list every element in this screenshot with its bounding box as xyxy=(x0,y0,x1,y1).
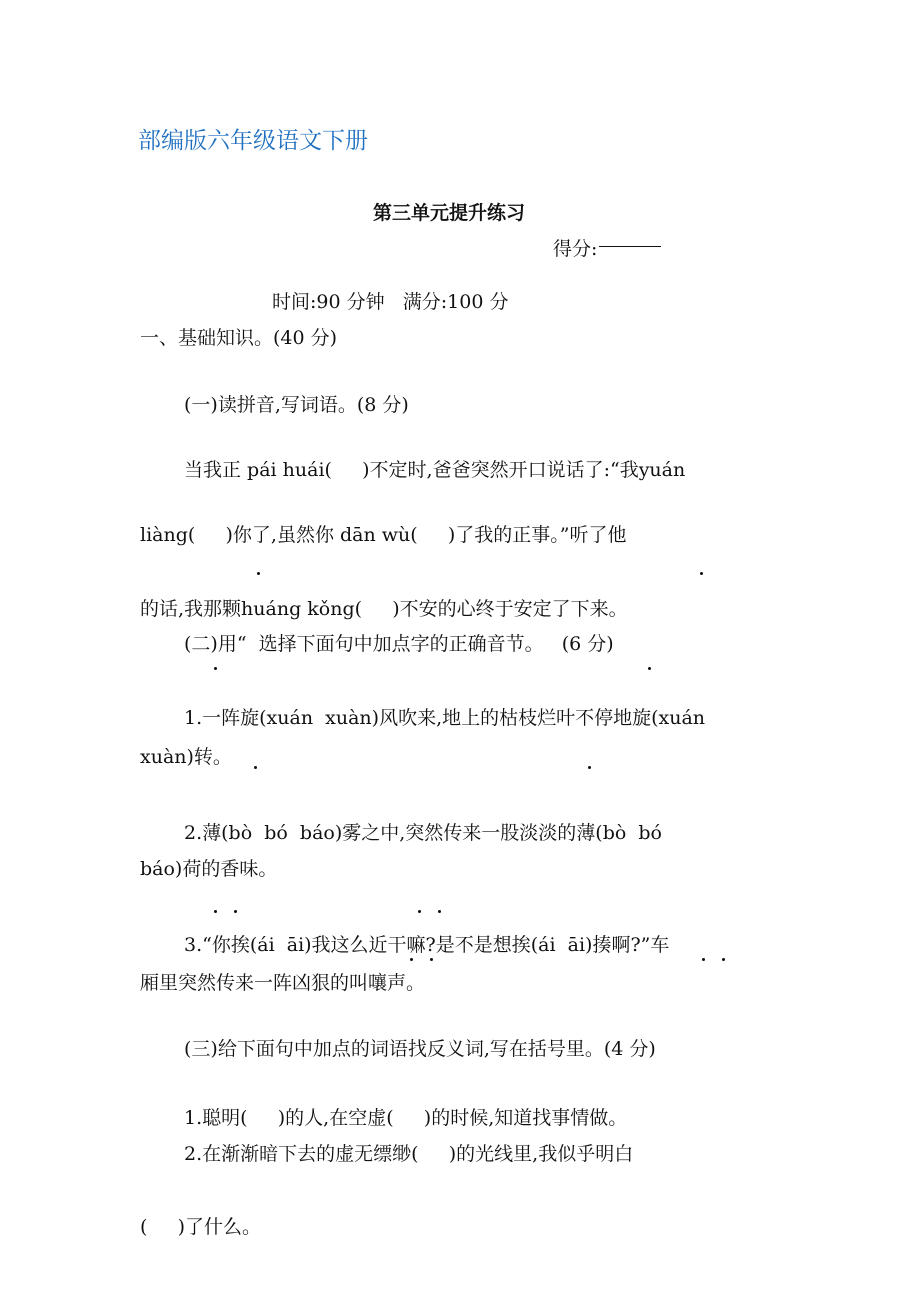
score-field xyxy=(553,234,661,261)
emphasis-dot xyxy=(214,910,217,913)
score-label: 得分: xyxy=(553,238,598,260)
part2-item-line1: 1.一阵旋(xuán xuàn)风吹来,地上的枯枝烂叶不停地旋(xuán xyxy=(184,707,706,729)
score-blank xyxy=(599,246,661,247)
emphasis-dot xyxy=(257,572,260,575)
emphasis-dot xyxy=(214,667,217,670)
section1-heading: 一、基础知识。(40 分) xyxy=(140,327,338,349)
part3-line: 1.聪明( )的人,在空虚( )的时候,知道找事情做。 xyxy=(184,1107,628,1129)
part1-line: 当我正 pái huái( )不定时,爸爸突然开口说话了:“我yuán xyxy=(184,459,686,481)
part3-line: ( )了什么。 xyxy=(140,1216,262,1238)
part1-heading: (一)读拼音,写词语。(8 分) xyxy=(184,394,409,416)
document-brand-header: 部编版六年级语文下册 xyxy=(138,128,368,154)
emphasis-dot xyxy=(418,910,421,913)
part1-line: liàng( )你了,虽然你 dān wù( )了我的正事。”听了他 xyxy=(140,524,627,546)
part2-item-line1: 3.“你挨(ái āi)我这么近干嘛?是不是想挨(ái āi)揍啊?”车 xyxy=(184,934,670,956)
part2-item-line2: báo)荷的香味。 xyxy=(140,858,278,880)
emphasis-dot xyxy=(254,766,257,769)
part2-item-line1: 2.薄(bò bó báo)雾之中,突然传来一股淡淡的薄(bò bó xyxy=(184,822,662,844)
emphasis-dot xyxy=(700,572,703,575)
emphasis-dot xyxy=(438,910,441,913)
part2-heading: (二)用“ 选择下面句中加点字的正确音节。 (6 分) xyxy=(184,633,614,655)
part3-line: 2.在渐渐暗下去的虚无缥缈( )的光线里,我似乎明白 xyxy=(184,1143,634,1165)
emphasis-dot xyxy=(588,766,591,769)
part3-heading: (三)给下面句中加点的词语找反义词,写在括号里。(4 分) xyxy=(184,1038,656,1060)
emphasis-dot xyxy=(702,958,705,961)
emphasis-dot xyxy=(430,958,433,961)
page-title: 第三单元提升练习 xyxy=(373,202,526,224)
part1-line: 的话,我那颗huáng kǒng( )不安的心终于安定了下来。 xyxy=(140,598,628,620)
time-info: 时间:90 分钟 满分:100 分 xyxy=(272,291,509,313)
emphasis-dot xyxy=(722,958,725,961)
emphasis-dot xyxy=(410,958,413,961)
part2-item-line2: 厢里突然传来一阵凶狠的叫嚷声。 xyxy=(140,972,426,994)
emphasis-dot xyxy=(648,667,651,670)
emphasis-dot xyxy=(234,910,237,913)
part2-item-line2: xuàn)转。 xyxy=(140,746,232,768)
